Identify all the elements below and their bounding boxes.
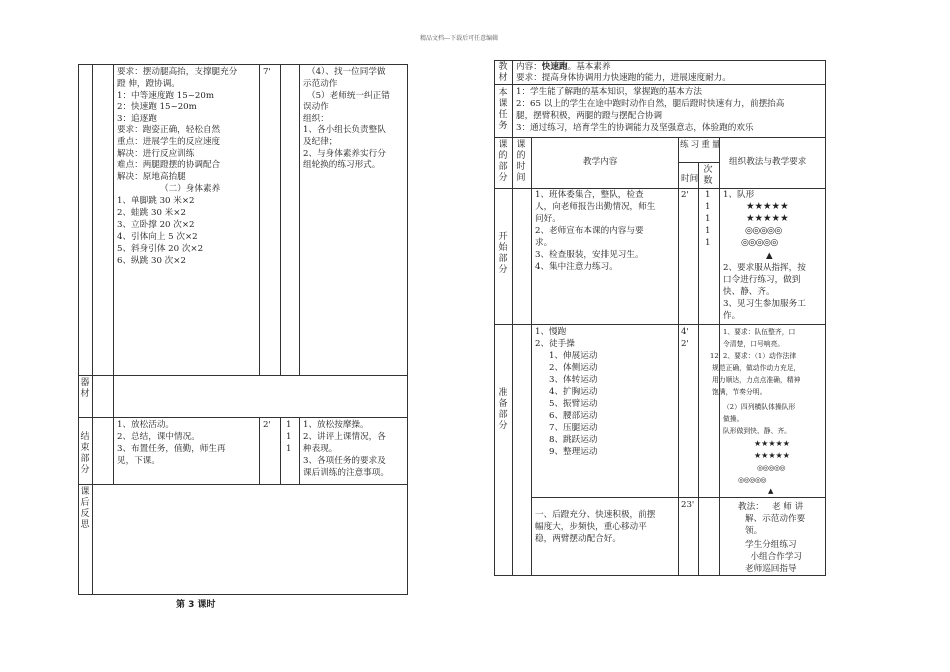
content-line: 要求：跑姿正确，轻松自然 [117, 125, 221, 135]
teacher-triangle-icon: ▲ [766, 251, 773, 261]
material-label: 教材 [498, 62, 508, 83]
header-note: 精品文档---下载后可任意编辑 [420, 35, 499, 42]
teacher-triangle-icon: ▲ [768, 487, 774, 495]
end-content-line: 见，下课。 [117, 456, 160, 466]
content-line: 5、斜身引体 20 次×2 [117, 244, 204, 254]
prep-method-line: 做操。 [723, 415, 744, 423]
reflection-label: 课后反思 [80, 487, 90, 530]
prep-content-line: 7、压腿运动 [549, 423, 598, 433]
col-load-count-header: 次数 [703, 165, 713, 186]
prep-method-line: 1、要求：队伍整齐，口 [723, 328, 796, 336]
method-line: 及纪律； [303, 137, 338, 147]
start-count: 1 [705, 202, 711, 212]
content-line: 3：追逐跑 [117, 114, 157, 124]
content-line: 1、单脚跳 30 米×2 [117, 196, 195, 206]
section-heading: （二）身体素养 [160, 184, 221, 194]
end-method-line: 3、各项任务的要求及 [303, 456, 386, 466]
task-label: 本课任务 [498, 88, 508, 131]
prep-content-line: 2、体侧运动 [549, 363, 598, 373]
prep-content-line: 8、跳跃运动 [549, 435, 598, 445]
content-line: 难点：两腿蹬摆的协调配合 [117, 160, 221, 170]
formation-circles-icon: ◎◎◎◎◎ [741, 238, 778, 248]
start-content-line: 2、老师宣布本课的内容与要 [535, 226, 644, 236]
method-line: 2、与身体素养实行分 [303, 149, 386, 159]
prep-side-number: 12 [710, 352, 719, 360]
task-line: 3：通过练习，培育学生的协调能力及坚强意志，体验跑的欢乐 [516, 123, 754, 133]
content-line: 1：中等速度跑 15~20m [117, 91, 214, 101]
prep-content-line: 3、体转运动 [549, 375, 598, 385]
start-content-line: 问好。 [535, 214, 561, 224]
start-content-line: 3、检查服装，安排见习生。 [535, 250, 644, 260]
prep-method-line: 令清楚，口号响亮。 [723, 340, 785, 348]
start-count: 1 [705, 238, 711, 248]
content-line: 要求：摆动腿高抬，支撑腿充分 [117, 67, 238, 77]
start-part-label: 开始部分 [498, 232, 508, 275]
prep-content-line: 1、慢跑 [535, 327, 567, 337]
lesson-number: 第 3 课时 [176, 600, 216, 610]
method-line: （5）老师统一纠正错 [307, 91, 390, 101]
main-method-line: 老师巡回指导 [745, 564, 797, 574]
material-highlight: 快速跑 [541, 62, 568, 72]
end-count: 1 [286, 432, 292, 442]
prep-content-line: 1、伸展运动 [549, 351, 598, 361]
start-count: 1 [705, 214, 711, 224]
end-content-line: 1、放松活动。 [117, 420, 175, 430]
col-load-header: 练习重量 [680, 140, 723, 150]
start-content-line: 求。 [535, 238, 553, 248]
task-line: 1：学生能了解跑的基本知识，掌握跑的基本方法 [516, 87, 702, 97]
method-line: 误动作 [303, 102, 329, 112]
prep-time: 2' [681, 339, 689, 349]
main-time: 23' [681, 500, 695, 510]
formation-stars-icon: ★★★★★ [754, 439, 790, 448]
end-time: 2' [263, 420, 271, 430]
content-line: 6、纵跳 30 次×2 [117, 256, 186, 266]
time-value: 7' [263, 67, 271, 77]
prep-method-line: 2、要求：（1）动作法律 [723, 352, 797, 360]
content-line: 重点：进展学生的反应速度 [117, 137, 221, 147]
task-line: 腿，摆臂积极，两腿的蹬与摆配合协调 [516, 111, 663, 121]
start-method-line: 2、要求服从指挥，按 [723, 263, 806, 273]
start-count: 1 [705, 190, 711, 200]
start-count: 1 [705, 226, 711, 236]
content-line: 解决：原地高抬腿 [117, 172, 186, 182]
start-time: 2' [681, 190, 689, 200]
end-content-line: 2、总结，课中情况。 [117, 432, 200, 442]
main-content-line: 一、后蹬充分、快速积极，前摆 [535, 510, 656, 520]
prep-content-line: 5、振臂运动 [549, 399, 598, 409]
col-content-header: 教学内容 [583, 157, 618, 167]
prep-method-line: （2）四列横队体操队形 [723, 403, 796, 411]
end-content-line: 3、布置任务，值勤，师生再 [117, 444, 226, 454]
end-method-line: 2、讲评上课情况，各 [303, 432, 386, 442]
main-method-line: 学生分组练习 [745, 540, 797, 550]
content-line: 解决：进行反应训练 [117, 149, 195, 159]
prep-time: 4' [681, 327, 689, 337]
material-line: 内容：快速跑。基本素养 [516, 62, 611, 72]
main-method-line: 教法： 老 师 讲 [738, 502, 804, 512]
prep-content-line: 4、扩胸运动 [549, 387, 598, 397]
end-count: 1 [286, 444, 292, 454]
end-method-line: 1、放松按摩操。 [303, 420, 369, 430]
prep-content-line: 9、整理运动 [549, 447, 598, 457]
method-line: 组轮换的练习形式。 [303, 160, 381, 170]
col-method-header: 组织教法与教学要求 [729, 157, 807, 167]
equipment-label: 器材 [80, 378, 90, 399]
start-method-line: 快、静、齐。 [723, 287, 775, 297]
method-line: （4）、找一位同学做 [307, 67, 386, 77]
prep-method-line: 饱满，节奏分明。 [712, 388, 767, 396]
content-line: 蹬 伸，蹬协调。 [117, 79, 180, 89]
content-line: 2、蛙跳 30 米×2 [117, 208, 186, 218]
start-method-line: 3、见习生参加服务工 [723, 299, 806, 309]
formation-stars-icon: ★★★★★ [746, 201, 789, 212]
method-line: 示范动作 [303, 79, 338, 89]
main-method-line: 小组合作学习 [745, 552, 803, 562]
method-line: 1、各小组长负责整队 [303, 125, 386, 135]
start-content-line: 4、集中注意力练习。 [535, 262, 618, 272]
col-load-time-header: 时间 [681, 174, 699, 184]
prep-part-label: 准备部分 [498, 388, 508, 431]
end-count: 1 [286, 420, 292, 430]
prep-method-line: 规范正确，做动作动力充足， [712, 364, 801, 372]
end-part-label: 结束部分 [80, 432, 90, 475]
prep-method-line: 用力顺达，力点点准确，精神 [712, 376, 801, 384]
end-method-line: 课后训练的注意事项。 [303, 468, 389, 478]
formation-stars-icon: ★★★★★ [754, 451, 790, 460]
content-line: 3、立卧撑 20 次×2 [117, 220, 195, 230]
main-method-line: 解、示范动作要 [745, 514, 806, 524]
start-content-line: 人，向老师报告出勤情况，师生 [535, 202, 656, 212]
formation-circles-icon: ◎◎◎◎◎ [757, 464, 786, 472]
main-method-line: 领。 [745, 526, 763, 536]
task-line: 2：65 以上的学生在途中跑时动作自然，腿后蹬时快速有力，前摆抬高 [516, 99, 785, 109]
end-method-line: 种表现。 [303, 444, 338, 454]
material-requirement: 要求：提高身体协调用力快速跑的能力，进展速度耐力。 [516, 73, 731, 83]
start-method-title: 1、队形 [723, 190, 755, 200]
prep-content-line: 6、腰部运动 [549, 411, 598, 421]
start-method-line: 作。 [723, 311, 741, 321]
prep-method-line: 队形做到快、静、齐。 [723, 427, 791, 435]
prep-content-line: 2、徒手操 [535, 339, 575, 349]
col-part-header: 课的部分 [498, 140, 508, 183]
content-line: 2：快速跑 15~20m [117, 102, 197, 112]
start-method-line: 口令进行练习，做到 [723, 275, 801, 285]
method-line: 组织： [303, 114, 329, 124]
formation-stars-icon: ★★★★★ [746, 213, 789, 224]
col-time-header: 课的时间 [516, 140, 526, 183]
main-content-line: 幅度大，步频快，重心移动平 [535, 522, 647, 532]
formation-circles-icon: ◎◎◎◎◎ [738, 476, 767, 484]
content-line: 4、引体向上 5 次×2 [117, 232, 198, 242]
main-content-line: 稳，两臂摆动配合好。 [535, 534, 621, 544]
start-content-line: 1、班体委集合，整队，检查 [535, 190, 644, 200]
formation-circles-icon: ◎◎◎◎◎ [745, 226, 782, 236]
